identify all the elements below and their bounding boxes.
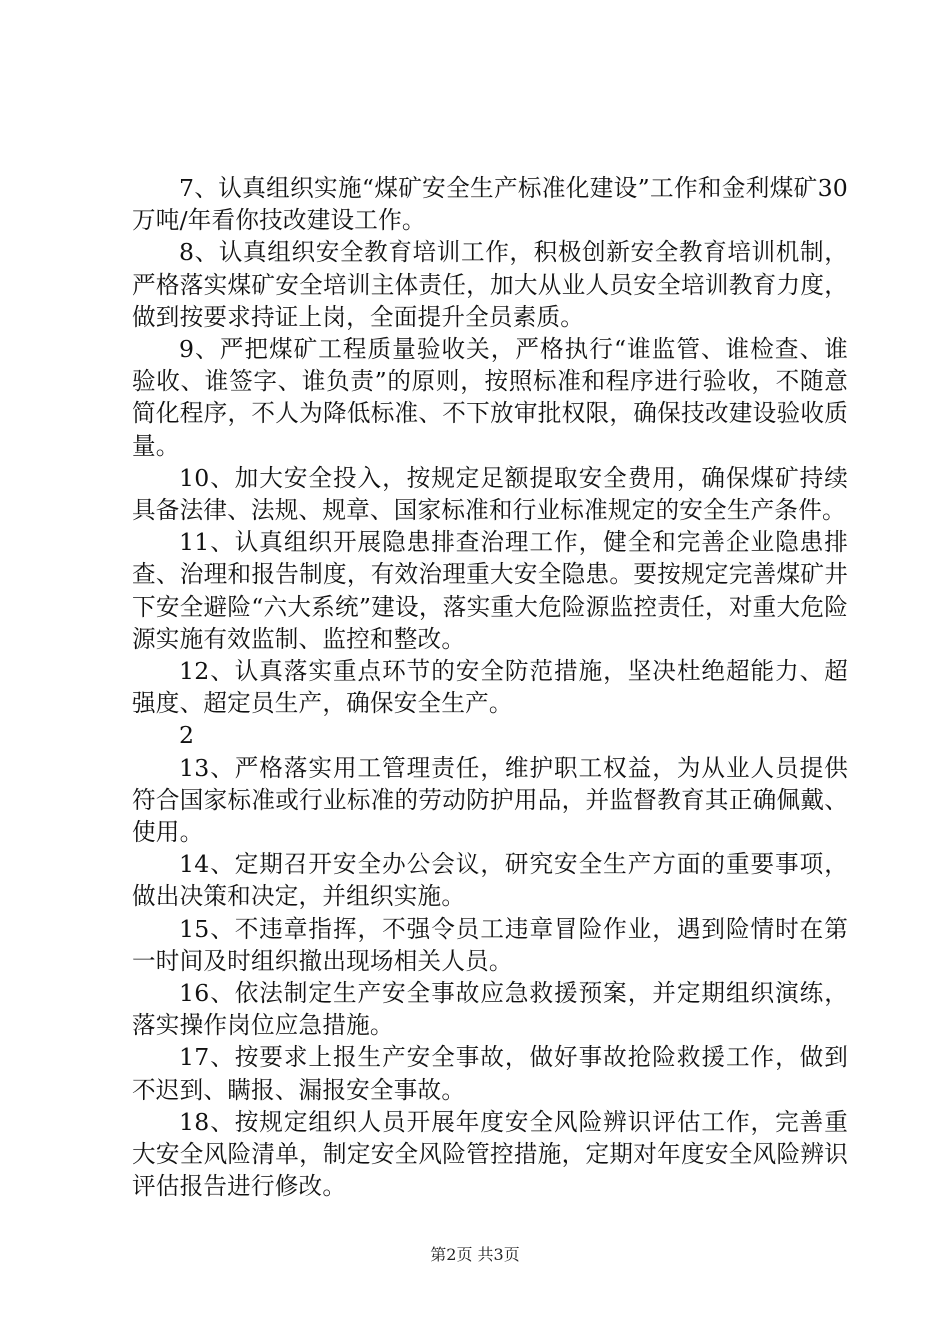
page-footer: 第2页 共3页 [430,1245,520,1264]
inline-page-number: 2 [179,721,195,750]
paragraph-item-11: 11、认真组织开展隐患排查治理工作，健全和完善企业隐患排查、治理和报告制度，有效治理重大安全隐患。要按规定完善煤矿井下安全避险“六大系统”建设，落实重大危险源监控责任，对重大危险源实施有效监制、监控和整改。 [132,528,848,653]
paragraph-item-13: 13、严格落实用工管理责任，维护职工权益，为从业人员提供符合国家标准或行业标准的劳动防护用品，并监督教育其正确佩戴、使用。 [132,753,848,847]
paragraph-item-15: 15、不违章指挥，不强令员工违章冒险作业，遇到险情时在第一时间及时组织撤出现场相关人员。 [132,914,848,975]
paragraph-item-17: 17、按要求上报生产安全事故，做好事故抢险救援工作，做到不迟到、瞒报、漏报安全事故。 [132,1043,848,1104]
paragraph-item-14: 14、定期召开安全办公会议，研究安全生产方面的重要事项，做出决策和决定，并组织实施。 [132,850,848,911]
paragraph-item-7: 7、认真组织实施“煤矿安全生产标准化建设”工作和金利煤矿30万吨/年看你技改建设工作。 [132,174,848,235]
paragraph-item-8: 8、认真组织安全教育培训工作，积极创新安全教育培训机制，严格落实煤矿安全培训主体责任，加大从业人员安全培训教育力度，做到按要求持证上岗，全面提升全员素质。 [132,238,848,331]
document-body [132,172,848,1203]
paragraph-item-10: 10、加大安全投入，按规定足额提取安全费用，确保煤矿持续具备法律、法规、规章、国家标准和行业标准规定的安全生产条件。 [132,463,848,525]
paragraph-item-18: 18、按规定组织人员开展年度安全风险辨识评估工作，完善重大安全风险清单，制定安全风险管控措施，定期对年度安全风险辨识评估报告进行修改。 [132,1107,848,1201]
paragraph-item-9: 9、严把煤矿工程质量验收关，严格执行“谁监管、谁检查、谁验收、谁签字、谁负责”的原则，按照标准和程序进行验收，不随意简化程序，不人为降低标准、不下放审批权限，确保技改建设验收质量。 [132,335,848,460]
paragraph-item-16: 16、依法制定生产安全事故应急救援预案，并定期组织演练，落实操作岗位应急措施。 [132,979,848,1040]
paragraph-item-12: 12、认真落实重点环节的安全防范措施，坚决杜绝超能力、超强度、超定员生产，确保安全生产。 [132,657,848,718]
